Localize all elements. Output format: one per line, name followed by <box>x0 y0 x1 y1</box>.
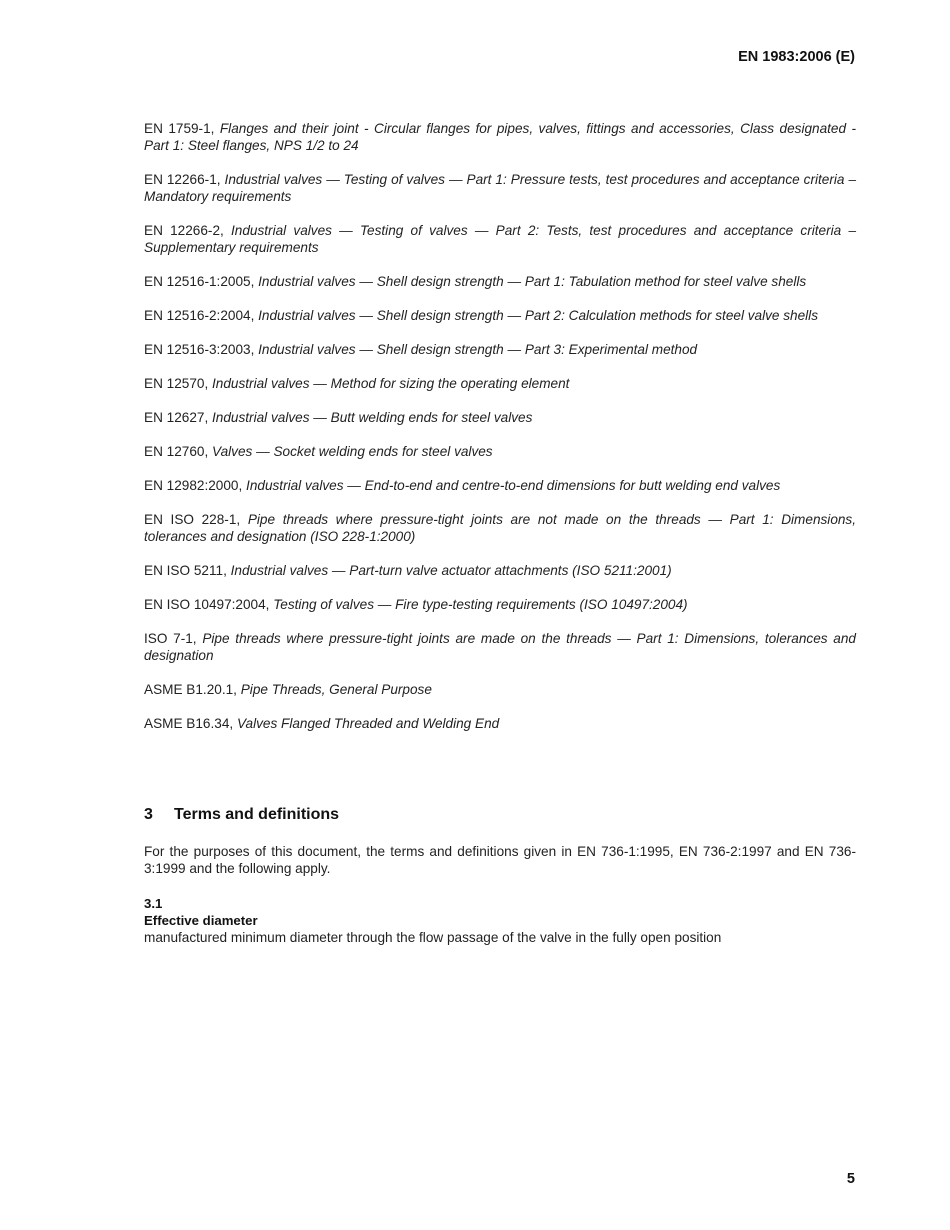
term-name: Effective diameter <box>144 913 258 928</box>
reference-item <box>144 375 856 392</box>
reference-title: Industrial valves — Testing of valves — Part 1: Pressure tests, test procedures and acceptance criteria – Mandatory requirements <box>144 172 857 204</box>
reference-code: EN 12982:2000, <box>144 478 243 493</box>
section-number: 3 <box>144 806 153 823</box>
reference-item <box>144 443 856 460</box>
reference-item <box>144 681 856 698</box>
reference-code: EN 12266-2, <box>144 223 224 238</box>
reference-code: EN 12516-2:2004, <box>144 308 255 323</box>
terms-and-definitions-section <box>144 806 856 946</box>
reference-code: ASME B1.20.1, <box>144 682 237 697</box>
reference-item <box>144 562 856 579</box>
reference-title: Pipe threads where pressure-tight joints are made on the threads — Part 1: Dimensions, tolerances and designation <box>144 631 856 663</box>
reference-title: Industrial valves — Shell design strength — Part 2: Calculation methods for steel valve shells <box>258 308 819 323</box>
reference-code: ASME B16.34, <box>144 716 234 731</box>
reference-code: EN 12266-1, <box>144 172 221 187</box>
reference-item <box>144 511 856 545</box>
reference-item <box>144 273 856 290</box>
reference-item <box>144 477 856 494</box>
section-intro: For the purposes of this document, the terms and definitions given in EN 736-1:1995, EN 736-2:1997 and EN 736-3:1999 and the following apply. <box>144 844 856 876</box>
reference-item <box>144 341 856 358</box>
reference-item <box>144 715 856 732</box>
reference-item <box>144 307 856 324</box>
reference-title: Industrial valves — Shell design strength — Part 1: Tabulation method for steel valve shells <box>258 274 807 289</box>
section-heading <box>144 806 856 824</box>
term-definition: manufactured minimum diameter through the flow passage of the valve in the fully open position <box>144 930 722 945</box>
reference-title: Valves Flanged Threaded and Welding End <box>236 716 500 731</box>
section-title: Terms and definitions <box>174 806 340 823</box>
reference-title: Valves — Socket welding ends for steel valves <box>212 444 493 459</box>
reference-title: Industrial valves — End-to-end and centre-to-end dimensions for butt welding end valves <box>246 478 781 493</box>
reference-code: ISO 7-1, <box>144 631 197 646</box>
reference-title: Pipe Threads, General Purpose <box>240 682 432 697</box>
reference-item <box>144 596 856 613</box>
reference-item <box>144 171 856 205</box>
reference-code: EN 12570, <box>144 376 209 391</box>
reference-item <box>144 120 856 154</box>
reference-title: Industrial valves — Shell design strength — Part 3: Experimental method <box>258 342 698 357</box>
reference-title: Testing of valves — Fire type-testing requirements (ISO 10497:2004) <box>273 597 688 612</box>
reference-title: Flanges and their joint - Circular flanges for pipes, valves, fittings and accessories, Class designated - Part 1: Steel flanges, NPS 1/2 to 24 <box>144 121 857 153</box>
reference-code: EN ISO 10497:2004, <box>144 597 270 612</box>
page-number: 5 <box>846 1171 855 1187</box>
reference-code: EN ISO 228-1, <box>144 512 241 527</box>
reference-title: Pipe threads where pressure-tight joints are not made on the threads — Part 1: Dimensions, tolerances and designation (ISO 228-1:2000) <box>144 512 857 544</box>
reference-title: Industrial valves — Part-turn valve actuator attachments (ISO 5211:2001) <box>230 563 672 578</box>
reference-item <box>144 630 856 664</box>
reference-code: EN 1759-1, <box>144 121 215 136</box>
reference-title: Industrial valves — Testing of valves — Part 2: Tests, test procedures and acceptance criteria – Supplementary requirements <box>144 223 857 255</box>
reference-title: Industrial valves — Butt welding ends for steel valves <box>212 410 533 425</box>
reference-code: EN 12516-3:2003, <box>144 342 255 357</box>
document-id-header: EN 1983:2006 (E) <box>738 49 855 65</box>
reference-code: EN 12516-1:2005, <box>144 274 255 289</box>
reference-item <box>144 409 856 426</box>
reference-code: EN 12627, <box>144 410 209 425</box>
reference-item <box>144 222 856 256</box>
reference-code: EN 12760, <box>144 444 209 459</box>
term-number: 3.1 <box>144 896 163 911</box>
reference-code: EN ISO 5211, <box>144 563 227 578</box>
reference-title: Industrial valves — Method for sizing the operating element <box>212 376 570 391</box>
normative-references-list <box>144 120 856 749</box>
